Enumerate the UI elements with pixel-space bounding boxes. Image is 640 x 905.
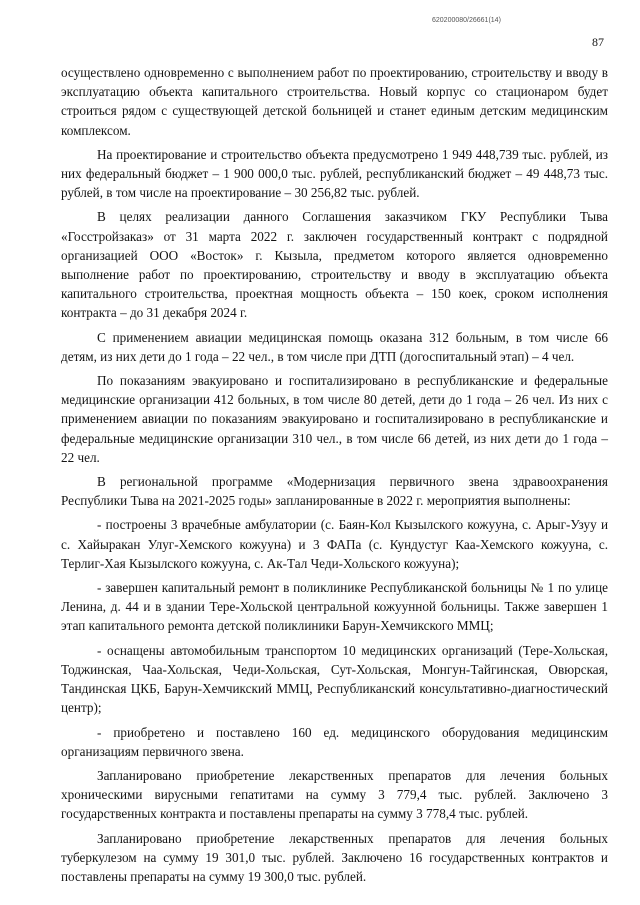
paragraph-hepatitis-drugs: Запланировано приобретение лекарственных препаратов для лечения больных хроническими вирусными гепатитами на сумму 3 779,4 тыс. рублей. Заключено 3 государственных контракта и поставлены препараты на сумму 3 778,4 тыс. рублей.: [61, 767, 608, 822]
page-number: 87: [592, 35, 604, 49]
list-item-repairs: - завершен капитальный ремонт в поликлинике Республиканской больницы № 1 по улице Ленина, д. 44 и в здании Тере-Хольской центральной кожуунной больницы. Также завершен 1 этап капитального ремонта детской поликлиники Барун-Хемчикского ММЦ;: [61, 580, 608, 634]
paragraph-tuberculosis-drugs: Запланировано приобретение лекарственных препаратов для лечения больных туберкулезом на сумму 19 301,0 тыс. рублей. Заключено 16 государственных контрактов и поставлены препараты на сумму 19 300,0 тыс. рублей.: [61, 830, 608, 884]
paragraph-funding: На проектирование и строительство объекта предусмотрено 1 949 448,739 тыс. рублей, из них федеральный бюджет – 1 900 000,0 тыс. рублей, республиканский бюджет – 49 448,73 тыс. рублей, в том числе на проектирование – 30 256,82 тыс. рублей.: [61, 146, 608, 201]
paragraph-contract: В целях реализации данного Соглашения заказчиком ГКУ Республики Тыва «Госстройзаказ» от 31 марта 2022 г. заключен государственный контракт с подрядной организацией ООО «Восток» г. Кызыла, предметом которого является одновременно выполнение работ по проектированию, строительству и вводу в эксплуатацию объекта капитального строительства, проектная мощность объекта – 150 коек, сроком исполнения контракта – до 31 декабря 2024 г.: [61, 209, 608, 321]
list-item-equipment: - приобретено и поставлено 160 ед. медицинского оборудования медицинским организациям первичного звена.: [61, 724, 608, 759]
document-body: [61, 63, 608, 891]
paragraph-evacuation: По показаниям эвакуировано и госпитализировано в республиканские и федеральные медицинские организации 412 больных, в том числе 80 детей, дети до 1 года – 26 чел. Из них с применением авиации по показаниям эвакуировано и госпитализировано в республиканские и федеральные медицинские организации 310 чел., в том числе 66 детей, из них дети до 1 года – 22 чел.: [61, 373, 608, 465]
list-item-vehicles: - оснащены автомобильным транспортом 10 медицинских организаций (Тере-Хольская, Тоджинская, Чаа-Хольская, Чеди-Хольская, Сут-Хольская, Монгун-Тайгинская, Овюрская, Тандинская ЦКБ, Барун-Хемчикский ММЦ, Республиканский консультативно-диагностический центр);: [61, 642, 608, 716]
document-id: 620200080/26661(14): [432, 17, 501, 24]
paragraph-modernization-program: В региональной программе «Модернизация первичного звена здравоохранения Республики Тыва на 2021-2025 годы» запланированные в 2022 г. мероприятия выполнены:: [61, 474, 608, 509]
paragraph-intro-continuation: осуществлено одновременно с выполнением работ по проектированию, строительству и вводу в эксплуатацию объекта капитального строительства. Новый корпус со стационаром будет строиться рядом с существующей детской больницей и станет единым детским медицинским комплексом.: [61, 65, 608, 138]
list-item-ambulatories: - построены 3 врачебные амбулатории (с. Баян-Кол Кызылского кожууна, с. Арыг-Узуу и с. Хайыракан Улуг-Хемского кожууна) и 3 ФАПа (с. Кундустуг Каа-Хемского кожууна, с. Терлиг-Хая Кызылского кожууна, с. Ак-Тал Чеди-Хольского кожууна);: [61, 517, 608, 571]
paragraph-aviation-help: С применением авиации медицинская помощь оказана 312 больным, в том числе 66 детям, из них дети до 1 года – 22 чел., в том числе при ДТП (догоспитальный этап) – 4 чел.: [61, 329, 608, 364]
